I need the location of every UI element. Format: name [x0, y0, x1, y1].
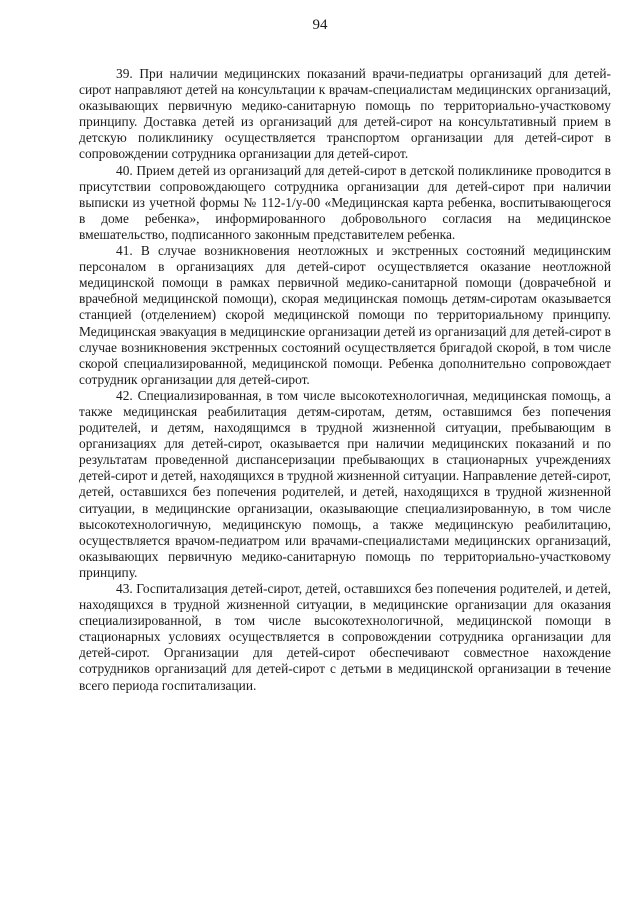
page-number: 94	[312, 17, 328, 33]
paragraph-number: 41.	[116, 243, 133, 259]
paragraph-text: При наличии медицинских показаний врачи-педиатры организаций для детей-сирот направляют детей на консультации к врачам-специалистам медицинских организаций, оказывающих первичную медико-санитарную помощь по территориально-участковому принципу. Доставка детей из организаций для детей-сирот на консультативный прием в детскую поликлинику осуществляется транспортом организации для детей-сирот в сопровождении сотрудника организации для детей-сирот.	[79, 66, 611, 162]
paragraph-42	[79, 388, 611, 581]
paragraph-number: 42.	[116, 387, 133, 403]
paragraph-43	[79, 581, 611, 694]
paragraph-39	[79, 66, 611, 163]
paragraph-text: Специализированная, в том числе высокотехнологичная, медицинская помощь, а также медицинская реабилитация детям-сиротам, детям, оставшимся без попечения родителей, и детям, находящимся в трудной жизненной ситуации, пребывающим в организациях для детей-сирот, оказывается при наличии медицинских показаний и по результатам проведенной диспансеризации пребывающих в стационарных учреждениях детей-сирот и детей, находящихся в трудной жизненной ситуации. Направление детей-сирот, детей, оставшихся без попечения родителей, и детей, находящихся в трудной жизненной ситуации, в медицинские организации, оказывающие специализированную, в том числе высокотехнологичную, медицинскую помощь, а также медицинскую реабилитацию, осуществляется врачом-педиатром или врачами-специалистами медицинских организаций, оказывающих первичную медико-санитарную помощь по территориально-участковому принципу.	[79, 387, 611, 580]
document-body	[79, 66, 611, 694]
paragraph-text: Прием детей из организаций для детей-сирот в детской поликлинике проводится в присутствии сопровождающего сотрудника организации для детей-сирот при наличии выписки из учетной формы № 112-1/у-00 «Медицинская карта ребенка, воспитывающегося в доме ребенка», информированного добровольного согласия на медицинское вмешательство, подписанного законным представителем ребенка.	[79, 162, 611, 242]
paragraph-number: 40.	[116, 162, 133, 178]
paragraph-number: 39.	[116, 66, 133, 81]
paragraph-41	[79, 243, 611, 388]
paragraph-text: В случае возникновения неотложных и экстренных состояний медицинским персоналом в организациях для детей-сирот осуществляется оказание неотложной медицинской помощи в рамках первичной медико-санитарной помощи (доврачебной и врачебной медицинской помощи), скорая медицинская помощь детям-сиротам оказывается станцией (отделением) скорой медицинской помощи по территориальному принципу. Медицинская эвакуация в медицинские организации детей из организаций для детей-сирот в случае возникновения экстренных состояний осуществляется бригадой скорой, в том числе скорой специализированной, медицинской помощи. Ребенка дополнительно сопровождает сотрудник организации для детей-сирот.	[79, 243, 611, 387]
paragraph-40	[79, 163, 611, 243]
paragraph-text: Госпитализация детей-сирот, детей, оставшихся без попечения родителей, и детей, находящихся в трудной жизненной ситуации, в медицинские организации для оказания специализированной, в том числе высокотехнологичной, медицинской помощи в стационарных условиях осуществляется в сопровождении сотрудника организации для детей-сирот. Организации для детей-сирот обеспечивают совместное нахождение сотрудников организаций для детей-сирот с детьми в медицинской организации в течение всего периода госпитализации.	[79, 581, 611, 693]
paragraph-number: 43.	[116, 581, 133, 596]
